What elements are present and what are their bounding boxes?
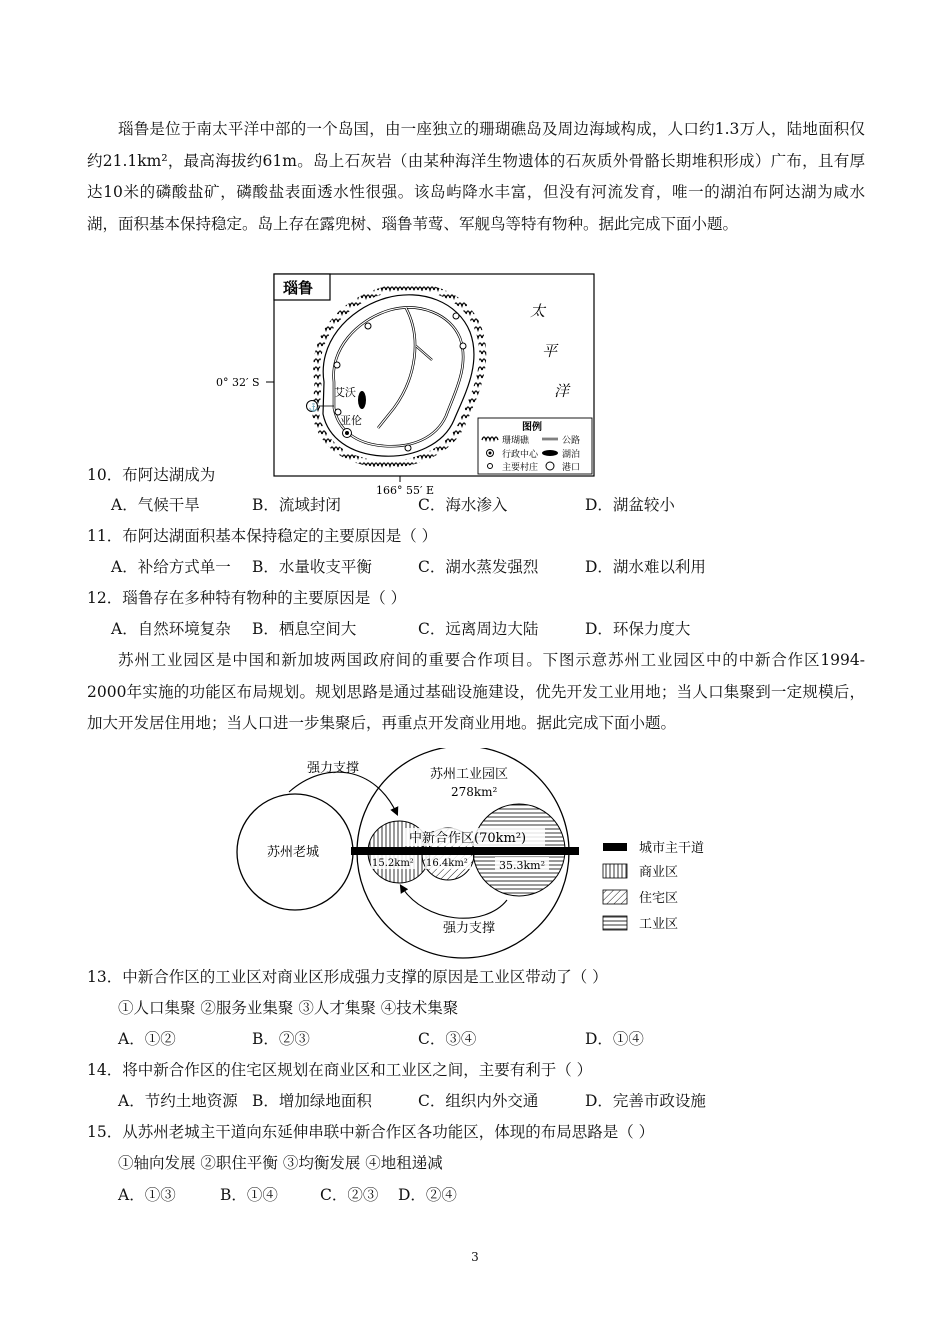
village: [365, 323, 371, 329]
q11-option-a[interactable]: A．补给方式单一: [111, 558, 231, 576]
park-area: 278km²: [451, 785, 498, 799]
village: [453, 313, 459, 319]
question-11: 11．布阿达湖面积基本保持稳定的主要原因是（ ）: [87, 527, 438, 545]
question-13: 13．中新合作区的工业区对商业区形成强力支撑的原因是工业区带动了（ ）: [87, 968, 608, 986]
support-label-bottom: 强力支撑: [443, 921, 496, 936]
q11-option-d[interactable]: D．湖水难以利用: [585, 558, 706, 576]
question-15: 15．从苏州老城主干道向东延伸串联中新合作区各功能区，体现的布局思路是（ ）: [87, 1123, 655, 1141]
svg-text:公路: 公路: [562, 436, 581, 446]
svg-text:珊瑚礁: 珊瑚礁: [502, 436, 530, 446]
legend-commercial: 商业区: [639, 865, 679, 880]
q10-option-c[interactable]: C．海水渗入: [418, 496, 508, 514]
longitude-label: 166° 55′ E: [376, 484, 435, 497]
q12-option-c[interactable]: C．远离周边大陆: [418, 620, 539, 638]
village: [405, 445, 411, 451]
q10-option-a[interactable]: A．气候干旱: [111, 496, 200, 514]
q12-option-d[interactable]: D．环保力度大: [585, 620, 691, 638]
q14-option-d[interactable]: D．完善市政设施: [585, 1092, 706, 1110]
svg-text:图例: 图例: [522, 422, 542, 433]
ocean-label-3: 洋: [554, 382, 570, 400]
q14-option-c[interactable]: C．组织内外交通: [418, 1092, 539, 1110]
nauru-map: [210, 268, 610, 500]
residential-area: 16.4km²: [426, 858, 468, 869]
passage-nauru: 瑙鲁是位于南太平洋中部的一个岛国，由一座独立的珊瑚礁岛及周边海域构成，人口约1.3万人，陆地面积仅约21.1km²，最高海拔约61m。岛上石灰岩（由某种海洋生物遗体的石灰质外骨骼长期堆积形成）广布，且有厚达10米的磷酸盐矿，磷酸盐表面透水性很强。该岛屿降水丰富，但没有河流发育，唯一的湖泊布阿达湖为咸水湖，面积基本保持稳定。岛上存在露兜树、瑙鲁苇莺、军舰鸟等特有物种。据此完成下面小题。: [87, 120, 865, 233]
q15-option-a[interactable]: A．①③: [118, 1186, 176, 1204]
q15-option-d[interactable]: D．②④: [398, 1186, 457, 1204]
q13-items: ①人口集聚 ②服务业集聚 ③人才集聚 ④技术集聚: [118, 999, 459, 1017]
legend-road: 城市主干道: [639, 841, 705, 856]
old-city-label: 苏州老城: [267, 845, 320, 860]
q15-option-c[interactable]: C．②③: [320, 1186, 379, 1204]
buada-lake: [358, 391, 366, 409]
svg-text:主要村庄: 主要村庄: [502, 463, 539, 473]
main-road: [351, 847, 579, 855]
q12-option-a[interactable]: A．自然环境复杂: [111, 620, 231, 638]
q13-option-c[interactable]: C．③④: [418, 1030, 477, 1048]
question-12: 12．瑙鲁存在多种特有物种的主要原因是（ ）: [87, 589, 407, 607]
village: [460, 343, 466, 349]
legend-residential: 住宅区: [639, 891, 679, 906]
ocean-label-2: 平: [542, 342, 558, 360]
commercial-area: 15.2km²: [372, 858, 414, 869]
q11-option-b[interactable]: B．水量收支平衡: [252, 558, 372, 576]
park-label: 苏州工业园区: [430, 767, 509, 782]
latitude-label: 0° 32′ S: [216, 376, 260, 389]
q14-option-b[interactable]: B．增加绿地面积: [252, 1092, 372, 1110]
q11-option-c[interactable]: C．湖水蒸发强烈: [418, 558, 539, 576]
map-title: 瑙鲁: [283, 279, 314, 297]
q10-option-d[interactable]: D．湖盆较小: [585, 496, 675, 514]
q13-option-a[interactable]: A．①②: [118, 1030, 176, 1048]
svg-text:行政中心: 行政中心: [502, 450, 539, 460]
q14-option-a[interactable]: A．节约土地资源: [118, 1092, 238, 1110]
q12-option-b[interactable]: B．栖息空间大: [252, 620, 357, 638]
question-10: 10．布阿达湖成为: [87, 466, 216, 484]
svg-text:港口: 港口: [562, 463, 581, 473]
question-14: 14．将中新合作区的住宅区规划在商业区和工业区之间，主要有利于（ ）: [87, 1061, 593, 1079]
q10-option-b[interactable]: B．流域封闭: [252, 496, 341, 514]
q13-option-d[interactable]: D．①④: [585, 1030, 644, 1048]
suzhou-diagram: [225, 748, 745, 960]
page-number: 3: [471, 1250, 479, 1264]
svg-text:湖泊: 湖泊: [562, 450, 581, 460]
legend-industrial: 工业区: [639, 917, 679, 932]
support-label-top: 强力支撑: [307, 761, 360, 776]
q13-option-b[interactable]: B．②③: [252, 1030, 310, 1048]
place-yaren: 亚伦: [340, 414, 362, 427]
q15-option-b[interactable]: B．①④: [220, 1186, 278, 1204]
zone-label: 中新合作区(70km²): [409, 831, 527, 846]
passage-suzhou: 苏州工业园区是中国和新加坡两国政府间的重要合作项目。下图示意苏州工业园区中的中新合作区1994-2000年实施的功能区布局规划。规划思路是通过基础设施建设，优先开发工业用地；当人口集聚到一定规模后，加大开发居住用地；当人口进一步集聚后，再重点开发商业用地。据此完成下面小题。: [87, 651, 865, 732]
q15-items: ①轴向发展 ②职住平衡 ③均衡发展 ④地租递减: [118, 1154, 443, 1172]
industrial-area: 35.3km²: [499, 859, 545, 872]
ocean-label-1: 太: [530, 302, 546, 320]
svg-text:⚓: ⚓: [308, 403, 319, 412]
place-aiwo: 艾沃: [334, 386, 356, 399]
village: [334, 362, 340, 368]
